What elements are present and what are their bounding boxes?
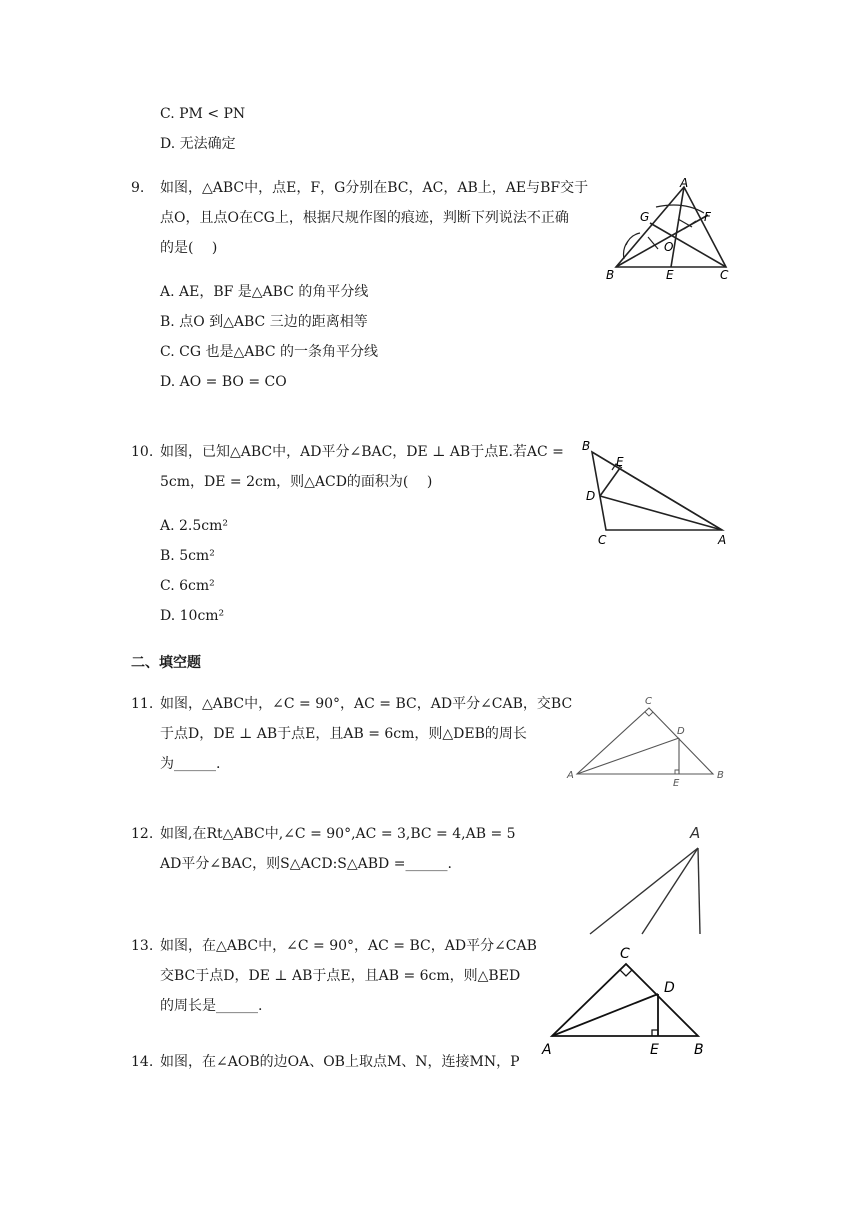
- q10-label-b: B: [582, 439, 591, 453]
- q14-number: 14.: [131, 1054, 154, 1070]
- q9-text-line1: 如图，△ABC中，点E，F，G分别在BC，AC，AB上，AE与BF交于: [160, 180, 589, 196]
- q10-option-d: D. 10cm²: [160, 608, 225, 624]
- q11-label-c: C: [645, 696, 652, 707]
- q8-option-c: C. PM < PN: [160, 106, 246, 122]
- q9-label-c: C: [720, 268, 729, 282]
- q13-label-e: E: [650, 1042, 659, 1058]
- q13-label-a: A: [542, 1042, 552, 1058]
- q10-label-d: D: [586, 489, 596, 503]
- q10-figure: [580, 436, 740, 548]
- q11-text-line2: 于点D，DE ⊥ AB于点E，且AB = 6cm，则△DEB的周长: [160, 726, 527, 742]
- q9-option-c: C. CG 也是△ABC 的一条角平分线: [160, 344, 379, 360]
- q10-text-line1: 如图，已知△ABC中，AD平分∠BAC，DE ⊥ AB于点E.若AC =: [160, 444, 564, 460]
- q9-label-e: E: [666, 268, 674, 282]
- q10-option-b: B. 5cm²: [160, 548, 215, 564]
- q12-number: 12.: [131, 826, 154, 842]
- q12-text-line1: 如图,在Rt△ABC中,∠C = 90°,AC = 3,BC = 4,AB = 5: [160, 826, 516, 842]
- q12-text-line2: AD平分∠BAC，则S△ACD:S△ABD =______.: [160, 856, 452, 872]
- q13-text-line2: 交BC于点D，DE ⊥ AB于点E，且AB = 6cm，则△BED: [160, 968, 521, 984]
- q10-label-e: E: [616, 455, 624, 469]
- q9-label-b: B: [606, 268, 615, 282]
- q12-label-a: A: [690, 824, 701, 842]
- q11-text-line1: 如图，△ABC中，∠C = 90°，AC = BC，AD平分∠CAB，交BC: [160, 696, 573, 712]
- q9-label-g: G: [640, 210, 650, 224]
- q13-label-b: B: [694, 1042, 704, 1058]
- q9-label-a: A: [680, 176, 689, 190]
- q13-label-c: C: [620, 946, 630, 962]
- q11-figure: [565, 690, 735, 790]
- q9-option-d: D. AO = BO = CO: [160, 374, 287, 390]
- q10-option-a: A. 2.5cm²: [160, 518, 229, 534]
- q8-option-d: D. 无法确定: [160, 136, 236, 152]
- q12-figure: [580, 820, 720, 938]
- q13-figure: [540, 942, 720, 1060]
- q9-text-line3: 的是( ): [160, 240, 218, 256]
- q9-option-a: A. AE，BF 是△ABC 的角平分线: [160, 284, 369, 300]
- q9-label-f: F: [704, 210, 711, 224]
- q11-text-line3: 为______.: [160, 756, 221, 772]
- q9-number: 9.: [131, 180, 145, 196]
- q9-option-b: B. 点O 到△ABC 三边的距离相等: [160, 314, 368, 330]
- q11-label-b: B: [717, 770, 724, 781]
- q11-number: 11.: [131, 696, 154, 712]
- q10-option-c: C. 6cm²: [160, 578, 215, 594]
- q9-figure: [600, 175, 740, 285]
- q11-label-a: A: [567, 770, 574, 781]
- q11-label-e: E: [673, 778, 680, 789]
- q13-text-line1: 如图，在△ABC中，∠C = 90°，AC = BC，AD平分∠CAB: [160, 938, 537, 954]
- section-fill-in-title: 二、填空题: [131, 655, 201, 671]
- q10-text-line2: 5cm，DE = 2cm，则△ACD的面积为( ): [160, 474, 433, 490]
- q9-text-line2: 点O，且点O在CG上，根据尺规作图的痕迹，判断下列说法不正确: [160, 210, 569, 226]
- q13-number: 13.: [131, 938, 154, 954]
- q10-number: 10.: [131, 444, 154, 460]
- q13-label-d: D: [664, 980, 675, 996]
- q10-label-a: A: [718, 533, 727, 547]
- q11-label-d: D: [677, 726, 685, 737]
- q10-label-c: C: [598, 533, 607, 547]
- q14-text-line1: 如图，在∠AOB的边OA、OB上取点M、N，连接MN，P: [160, 1054, 520, 1070]
- q13-text-line3: 的周长是______.: [160, 998, 263, 1014]
- q9-label-o: O: [664, 240, 674, 254]
